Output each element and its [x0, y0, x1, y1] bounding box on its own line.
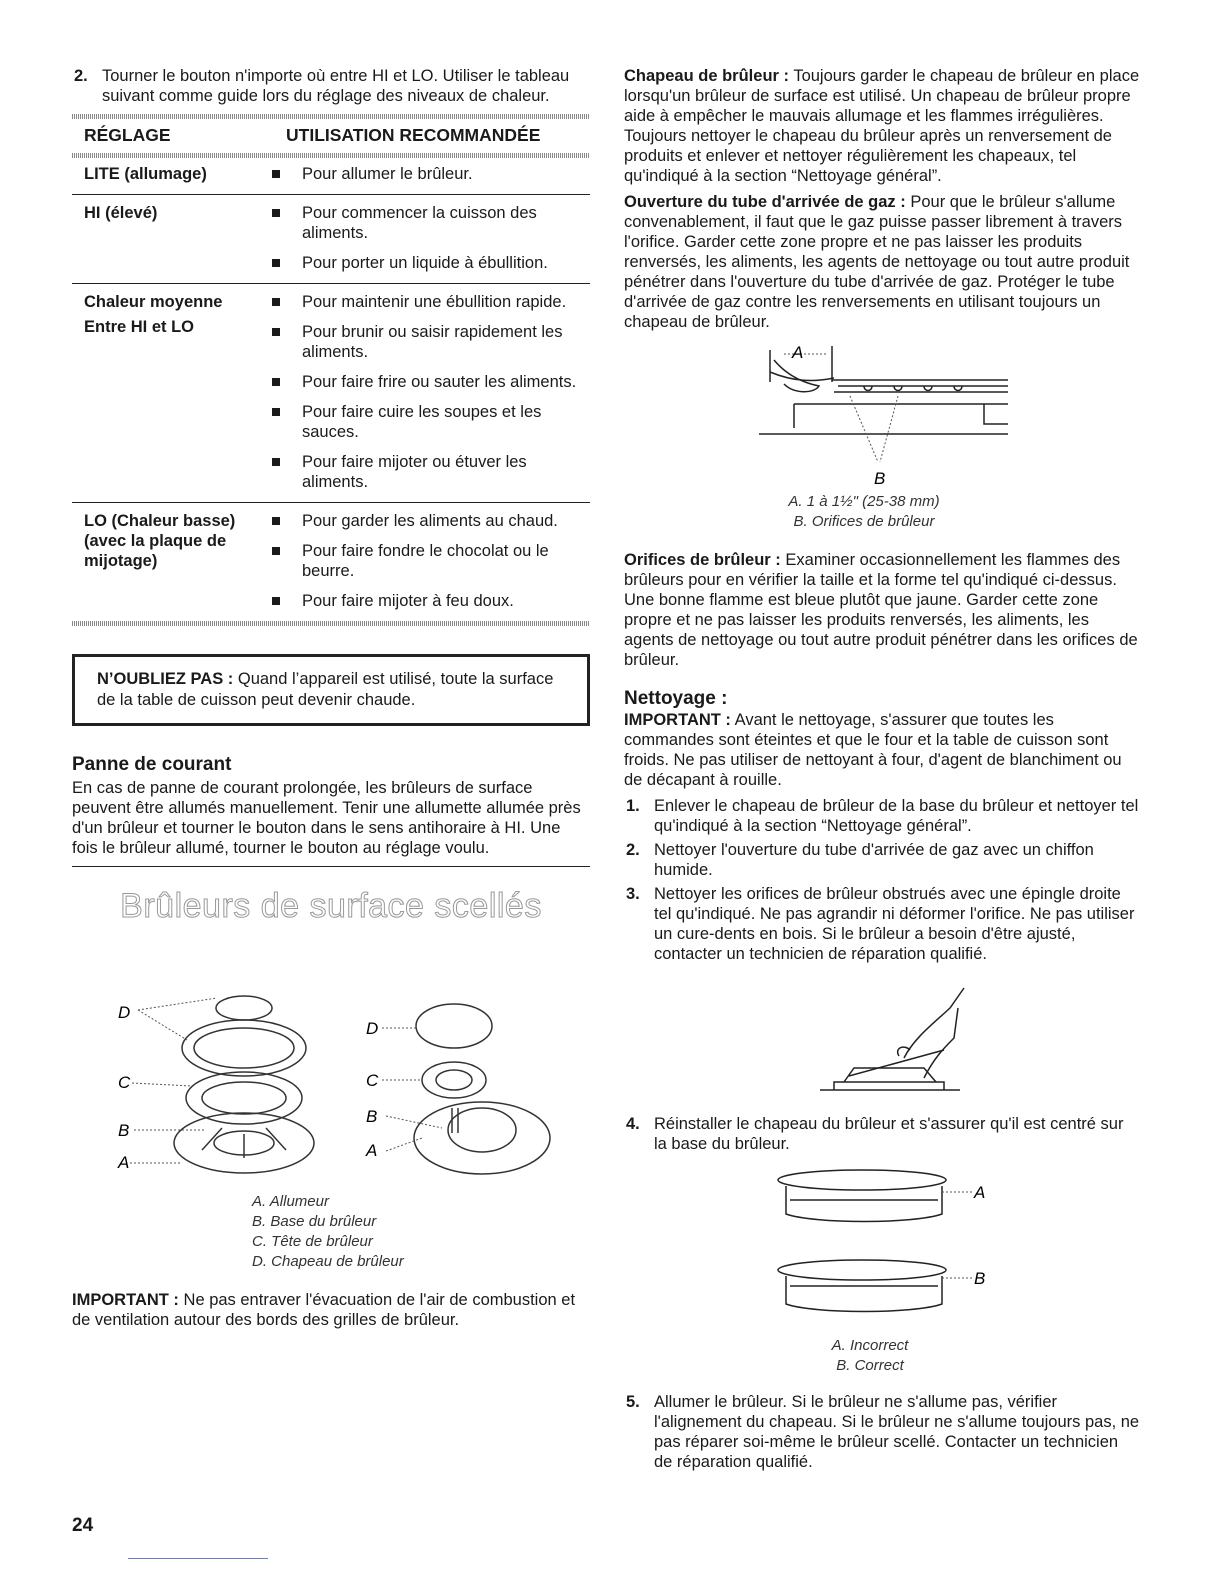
header-setting: RÉGLAGE — [84, 125, 171, 145]
step-1: 1. Enlever le chapeau de brûleur de la base du brûleur et nettoyer tel qu'indiqué à la section “Nettoyage général”. — [626, 797, 1139, 835]
step-2: 2. Nettoyer l'ouverture du tube d'arrivée de gaz avec un chiffon humide. — [626, 841, 1094, 879]
power-title: Panne de courant — [72, 754, 232, 775]
use-item: Pour faire cuire les soupes et les sauces. — [264, 402, 590, 442]
orifices-paragraph: Orifices de brûleur : Examiner occasionnellement les flammes des brûleurs pour en vérifier la taille et la forme tel qu'indiqué ci-dessus. Une bonne flamme est bleue plutôt que jaune. Garder cette zone propre et ne pas laisser les produits renversés, les aliments, les agents de nettoyage ou tout autre produit pénétrer dans les orifices de brûleur. — [624, 551, 1138, 669]
tube-paragraph: Ouverture du tube d'arrivée de gaz : Pour que le brûleur s'allume convenablement, il faut que le gaz puisse passer librement à travers l'orifice. Garder cette zone propre et ne pas laisser les produits renversés, les aliments, les agents de nettoyage ou tout autre produit pénétrer dans l'ouverture du tube d'arrivée de gaz. Protéger le tube d'arrivée de gaz contre les renversements en utilisant toujours un chapeau de brûleur. — [624, 193, 1130, 331]
use-item: Pour brunir ou saisir rapidement les aliments. — [264, 322, 590, 362]
use-item: Pour faire mijoter à feu doux. — [264, 591, 590, 611]
power-text: En cas de panne de courant prolongée, les brûleurs de surface peuvent être allumés manuellement. Tenir une allumette allumée près d'un brûleur et tourner le bouton dans le sens antihoraire à HI. Une fois le brûleur allumé, tourner le bouton au réglage voulu. — [72, 779, 581, 857]
use-item: Pour faire mijoter ou étuver les aliments. — [264, 452, 590, 492]
step-5: 5. Allumer le brûleur. Si le brûleur ne s'allume pas, vérifier l'alignement du chapeau. Si le brûleur ne s'allume toujours pas, ne pas réparer soi-même le brûleur scellé. Contacter un technicien de réparation qualifié. — [626, 1393, 1140, 1471]
notice-text: Quand l’appareil est utilisé, toute la surface de la table de cuisson peut devenir chaude. — [97, 670, 554, 709]
setting-cell: HI (élevé) — [84, 204, 158, 222]
table-header-row — [72, 119, 590, 153]
step-2 — [72, 66, 590, 106]
footer-rule — [128, 1558, 268, 1559]
label-a: A — [792, 343, 804, 362]
right-column — [624, 66, 1140, 1472]
setting-cell: Chaleur moyenne Entre HI et LO — [84, 293, 223, 336]
section-rule — [72, 866, 590, 867]
label-b: B — [366, 1107, 378, 1126]
left-column — [72, 66, 590, 1330]
setting-cell: LITE (allumage) — [84, 165, 207, 183]
label-d: D — [118, 1003, 131, 1022]
setting-cell: LO (Chaleur basse) (avec la plaque de mijotage) — [84, 512, 236, 570]
step-4: 4. Réinstaller le chapeau du brûleur et s'assurer qu'il est centré sur la base du brûleur. — [626, 1115, 1124, 1153]
notice-box — [72, 654, 590, 726]
section-title: Brûleurs de surface scellés — [120, 887, 542, 925]
cleaning-title: Nettoyage : — [624, 688, 728, 709]
step-number: 2. — [74, 67, 88, 85]
important-note: IMPORTANT : Ne pas entraver l'évacuation de l'air de combustion et de ventilation autour des bords des grilles de brûleur. — [72, 1291, 576, 1329]
use-item: Pour allumer le brûleur. — [264, 164, 590, 184]
table-row — [72, 284, 590, 503]
cleaning-important: IMPORTANT : Avant le nettoyage, s'assurer que toutes les commandes sont éteintes et que le four et la table de cuisson sont froids. Ne pas utiliser de nettoyant à four, d'agent de blanchiment ou de décapant à rouille. — [624, 711, 1122, 789]
label-a: A — [366, 1141, 378, 1160]
label-b: B — [118, 1121, 130, 1140]
flame-captions: A. 1 à 1½" (25-38 mm) B. Orifices de brûleur — [788, 493, 940, 530]
cap-alignment-figure — [624, 1166, 1140, 1336]
step-text: Tourner le bouton n'importe où entre HI et LO. Utiliser le tableau suivant comme guide lors du réglage des niveaux de chaleur. — [102, 67, 570, 105]
table-row — [72, 158, 590, 195]
page-number: 24 — [72, 1515, 94, 1536]
table-row — [72, 195, 590, 284]
label-c: C — [118, 1073, 131, 1092]
table-row — [72, 503, 590, 622]
header-use: UTILISATION RECOMMANDÉE — [286, 125, 541, 145]
cap-paragraph: Chapeau de brûleur : Toujours garder le chapeau de brûleur en place lorsqu'un brûleur de surface est utilisé. Un chapeau de brûleur propre aide à empêcher le mauvais allumage et les flammes irrégulières. Toujours nettoyer le chapeau du brûleur après un renversement de produits et enlever et nettoyer régulièrement les chapeaux, tel qu'indiqué à la section “Nettoyage général”. — [624, 67, 1140, 185]
notice-label: N’OUBLIEZ PAS : — [97, 670, 234, 688]
table-bottom-rule — [72, 621, 590, 626]
use-item: Pour garder les aliments au chaud. — [264, 511, 590, 531]
label-a: A — [974, 1183, 986, 1202]
use-item: Pour faire frire ou sauter les aliments. — [264, 372, 590, 392]
burner-exploded-figure — [72, 938, 590, 1178]
use-item: Pour faire fondre le chocolat ou le beurre. — [264, 541, 590, 581]
flame-height-figure — [624, 342, 1140, 492]
cap-captions: A. Incorrect B. Correct — [831, 1337, 909, 1374]
settings-table — [72, 119, 590, 621]
label-b: B — [974, 1269, 986, 1288]
label-b: B — [874, 469, 886, 488]
step-3: 3. Nettoyer les orifices de brûleur obstrués avec une épingle droite tel qu'indiqué. Ne pas agrandir ni déformer l'orifice. Ne pas utiliser un cure-dents en bois. Si le brûleur a besoin d'être ajusté, contacter un technicien de réparation qualifié. — [626, 885, 1135, 963]
label-d: D — [366, 1019, 379, 1038]
use-item: Pour commencer la cuisson des aliments. — [264, 203, 590, 243]
label-c: C — [366, 1071, 379, 1090]
burner-captions: A. Allumeur B. Base du brûleur C. Tête de brûleur D. Chapeau de brûleur — [252, 1193, 404, 1270]
pin-cleaning-figure — [624, 978, 1140, 1108]
use-item: Pour porter un liquide à ébullition. — [264, 253, 590, 273]
label-a: A — [118, 1153, 130, 1172]
use-item: Pour maintenir une ébullition rapide. — [264, 292, 590, 312]
